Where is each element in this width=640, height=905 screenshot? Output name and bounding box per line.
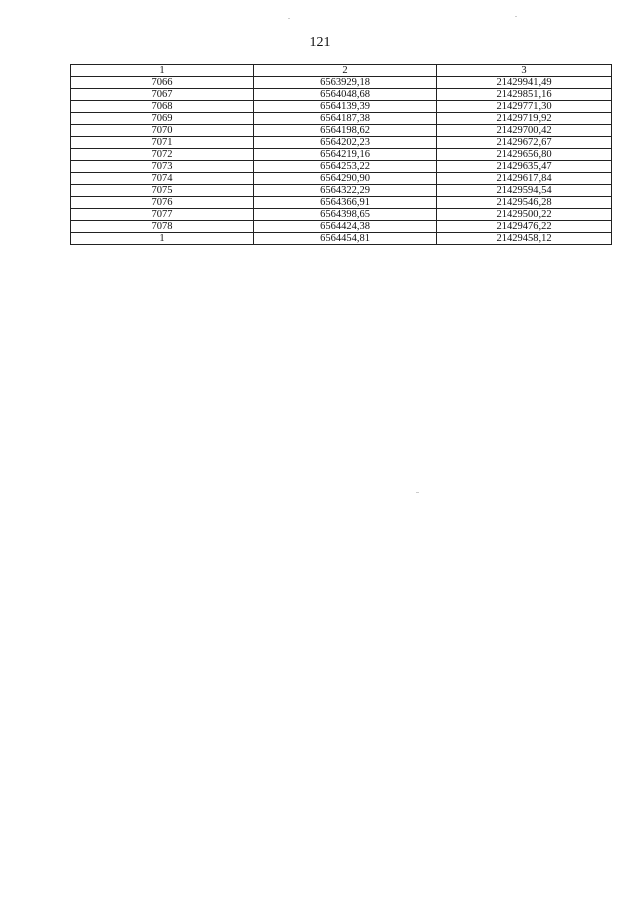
table-cell: 21429594,54 [437, 185, 612, 197]
column-header: 1 [71, 65, 254, 77]
table-header-row [71, 65, 612, 77]
table-cell: 6564424,38 [254, 221, 437, 233]
scan-speck [288, 18, 290, 19]
table-cell: 7066 [71, 77, 254, 89]
table-cell: 7071 [71, 137, 254, 149]
table-cell: 21429700,42 [437, 125, 612, 137]
table-row [71, 233, 612, 245]
table-cell: 6564219,16 [254, 149, 437, 161]
table-row [71, 125, 612, 137]
table-row [71, 185, 612, 197]
table-row [71, 209, 612, 221]
table-cell: 7076 [71, 197, 254, 209]
table-row [71, 77, 612, 89]
table-cell: 6564187,38 [254, 113, 437, 125]
table-cell: 6564290,90 [254, 173, 437, 185]
table-cell: 6564253,22 [254, 161, 437, 173]
column-header: 2 [254, 65, 437, 77]
table-row [71, 113, 612, 125]
table-cell: 21429656,80 [437, 149, 612, 161]
table-cell: 6564198,62 [254, 125, 437, 137]
table-cell: 21429941,49 [437, 77, 612, 89]
table-cell: 6564202,23 [254, 137, 437, 149]
table-row [71, 137, 612, 149]
table-row [71, 149, 612, 161]
table-cell: 7067 [71, 89, 254, 101]
table-row [71, 221, 612, 233]
table-cell: 6564366,91 [254, 197, 437, 209]
table-row [71, 197, 612, 209]
scan-speck [416, 492, 419, 493]
table-row [71, 101, 612, 113]
table-row [71, 89, 612, 101]
scan-speck [515, 16, 517, 17]
table-cell: 21429851,16 [437, 89, 612, 101]
table-cell: 6564322,29 [254, 185, 437, 197]
table-cell: 6564139,39 [254, 101, 437, 113]
table-cell: 21429617,84 [437, 173, 612, 185]
table-cell: 21429476,22 [437, 221, 612, 233]
table-cell: 7070 [71, 125, 254, 137]
table-cell: 1 [71, 233, 254, 245]
table-cell: 21429546,28 [437, 197, 612, 209]
table-cell: 21429458,12 [437, 233, 612, 245]
table-cell: 6564454,81 [254, 233, 437, 245]
table-cell: 21429771,30 [437, 101, 612, 113]
table-cell: 7072 [71, 149, 254, 161]
table-cell: 7073 [71, 161, 254, 173]
table-cell: 6564398,65 [254, 209, 437, 221]
table-cell: 21429500,22 [437, 209, 612, 221]
table-cell: 21429635,47 [437, 161, 612, 173]
table-cell: 21429672,67 [437, 137, 612, 149]
table-cell: 7068 [71, 101, 254, 113]
table-cell: 7069 [71, 113, 254, 125]
table-row [71, 161, 612, 173]
table-cell: 6563929,18 [254, 77, 437, 89]
coordinates-table [70, 64, 612, 245]
table-cell: 7074 [71, 173, 254, 185]
table-cell: 6564048,68 [254, 89, 437, 101]
table-cell: 7077 [71, 209, 254, 221]
table-cell: 21429719,92 [437, 113, 612, 125]
table-cell: 7078 [71, 221, 254, 233]
column-header: 3 [437, 65, 612, 77]
table-cell: 7075 [71, 185, 254, 197]
page-number: 121 [309, 35, 331, 50]
table-row [71, 173, 612, 185]
